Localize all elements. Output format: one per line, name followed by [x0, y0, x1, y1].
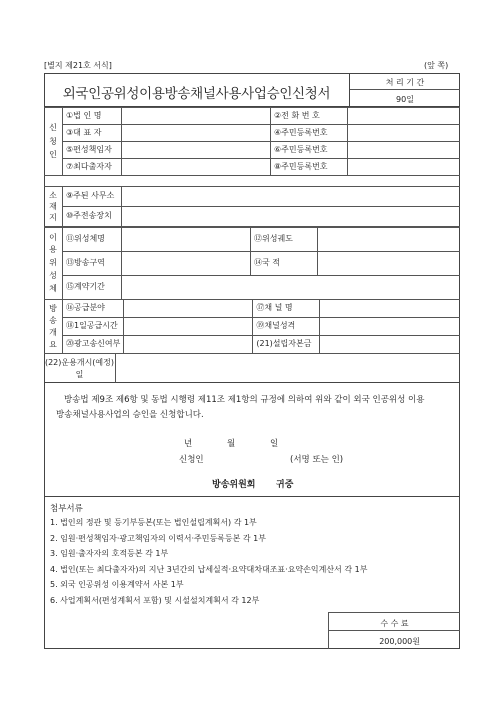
attachment-item: 1. 법인의 정관 및 등기부등본(또는 법인설립계획서) 각 1부	[50, 518, 257, 527]
investor-id-label: ⑧주민등록번호	[271, 159, 348, 176]
contract-period-field[interactable]	[122, 276, 461, 300]
satellite-table	[44, 227, 460, 300]
section-char: 체	[49, 283, 57, 293]
contract-period-label: ⑮계약기간	[63, 276, 122, 300]
channel-name-field[interactable]	[320, 300, 460, 318]
ad-transmission-label: ⑳광고송신여부	[63, 336, 124, 354]
attachments-list	[50, 515, 367, 608]
attachment-item: 6. 사업계획서(편성계획서 포함) 및 시설설치계획서 각 12부	[50, 595, 260, 605]
operation-start-label-line2: 일	[75, 370, 84, 379]
section-char: 개	[49, 327, 57, 337]
applicant-sign-label: 신청인	[179, 455, 204, 465]
editor-id-label: ⑥주민등록번호	[271, 142, 348, 159]
rep-id-label: ④주민등록번호	[271, 125, 348, 142]
processing-value: 90일	[350, 90, 460, 107]
nationality-label: ⑭국 적	[251, 252, 318, 276]
investor-id-field[interactable]	[348, 159, 461, 176]
addressee-suffix: 귀중	[276, 480, 294, 490]
attachments-heading: 첨부서류	[50, 504, 83, 514]
ad-transmission-field[interactable]	[124, 336, 253, 354]
section-char: 위	[49, 258, 57, 268]
orbit-label: ⑫위성궤도	[251, 228, 318, 252]
page-side: (앞 쪽)	[424, 61, 449, 70]
corp-name-label: ①법 인 명	[63, 108, 122, 125]
broadcast-section-label	[44, 300, 63, 354]
satellite-name-field[interactable]	[122, 228, 251, 252]
date-year: 년	[184, 439, 193, 449]
section-char: 이	[49, 232, 57, 242]
major-investor-field[interactable]	[122, 159, 271, 176]
channel-nature-label: ⑲채널성격	[253, 318, 320, 336]
main-office-field[interactable]	[122, 187, 461, 207]
location-section-label	[44, 187, 63, 227]
processing-label: 처 리 기 간	[350, 73, 460, 90]
broadcast-table	[44, 299, 460, 354]
phone-field[interactable]	[348, 108, 461, 125]
phone-label: ②전 화 번 호	[271, 108, 348, 125]
satellite-name-label: ⑪위성체명	[63, 228, 122, 252]
section-char: 청	[49, 136, 57, 146]
addressee: 방송위원회	[212, 480, 256, 490]
section-divider	[44, 496, 460, 497]
section-char: 방	[49, 303, 57, 313]
editor-id-field[interactable]	[348, 142, 461, 159]
operation-start-field[interactable]	[116, 353, 460, 383]
section-char: 성	[49, 270, 57, 280]
operation-start-label	[44, 353, 116, 383]
nationality-field[interactable]	[318, 252, 461, 276]
supply-field-input[interactable]	[124, 300, 253, 318]
satellite-section-label	[44, 228, 63, 300]
form-number: [별지 제21호 서식]	[44, 61, 112, 70]
page-title: 외국인공위성이용방송채널사용사업승인신청서	[62, 86, 331, 102]
applicant-section-label	[44, 108, 63, 176]
channel-name-label: ⑰채 널 명	[253, 300, 320, 318]
capital-label: (21)설립자본금	[253, 336, 320, 354]
title-cell	[44, 73, 350, 107]
fee-value: 200,000원	[328, 631, 460, 649]
date-day: 일	[270, 439, 279, 449]
main-office-label: ⑨주된 사무소	[63, 187, 122, 207]
transmitter-field[interactable]	[122, 207, 461, 227]
section-char: 신	[49, 123, 57, 133]
editor-label: ⑤편성책임자	[63, 142, 122, 159]
attachment-item: 5. 외국 인공위성 이용계약서 사본 1부	[50, 580, 184, 589]
attachment-item: 3. 임원·출자자의 호적등본 각 1부	[50, 549, 169, 558]
section-char: 지	[49, 213, 57, 223]
daily-hours-field[interactable]	[124, 318, 253, 336]
broadcast-area-label: ⑬방송구역	[63, 252, 122, 276]
capital-field[interactable]	[320, 336, 460, 354]
section-char: 송	[49, 315, 57, 325]
section-char: 소	[49, 190, 57, 200]
corp-name-field[interactable]	[122, 108, 271, 125]
section-char: 재	[49, 201, 57, 211]
supply-field-label: ⑯공급분야	[63, 300, 124, 318]
channel-nature-field[interactable]	[320, 318, 460, 336]
section-char: 인	[49, 150, 57, 160]
broadcast-area-field[interactable]	[122, 252, 251, 276]
applicant-table	[44, 107, 460, 176]
attachment-item: 2. 임원·편성책임자·광고책임자의 이력서·주민등록등본 각 1부	[50, 533, 266, 543]
location-table	[44, 186, 460, 227]
attachment-item: 4. 법인(또는 최다출자자)의 지난 3년간의 납세실적·요약대차대조표·요약손익계산서 각 1부	[50, 564, 368, 574]
rep-id-field[interactable]	[348, 125, 461, 142]
sign-instruction: (서명 또는 인)	[290, 455, 344, 465]
declaration-text: 방송법 제9조 제6항 및 동법 시행령 제11조 제1항의 규정에 의하여 위와 같이 외국 인공위성 이용 방송채널사용사업의 승인을 신청합니다.	[56, 395, 425, 420]
daily-hours-label: ⑱1일공급시간	[63, 318, 124, 336]
representative-field[interactable]	[122, 125, 271, 142]
transmitter-label: ⑩주전송장치	[63, 207, 122, 227]
section-char: 요	[49, 339, 57, 349]
major-investor-label: ⑦최다출자자	[63, 159, 122, 176]
operation-start-label-line1: (22)운용개시(예정)	[44, 358, 115, 367]
date-month: 월	[227, 439, 236, 449]
editor-field[interactable]	[122, 142, 271, 159]
representative-label: ③대 표 자	[63, 125, 122, 142]
orbit-field[interactable]	[318, 228, 461, 252]
section-char: 용	[49, 245, 57, 255]
fee-label: 수 수 료	[328, 612, 460, 631]
